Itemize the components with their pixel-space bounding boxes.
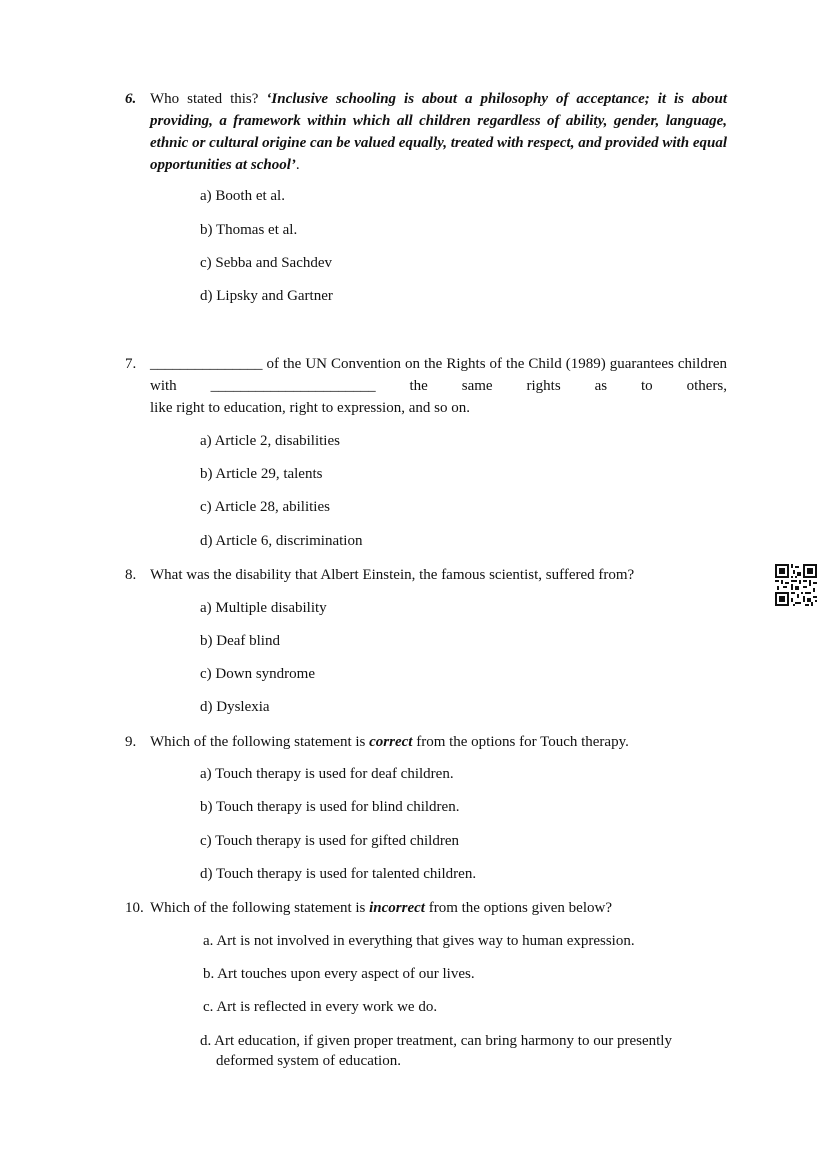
question-number: 6. [125, 91, 137, 107]
option-a: a) Touch therapy is used for deaf children. [200, 766, 454, 782]
question-stem-continued: like right to education, right to expression, and so on. [150, 400, 470, 416]
question-10 [125, 897, 727, 919]
option-b: b) Deaf blind [200, 633, 280, 649]
emphasis-word: incorrect [369, 900, 425, 916]
qr-code-icon [775, 564, 817, 606]
option-c: c) Touch therapy is used for gifted children [200, 833, 460, 849]
question-stem: _______________ of the UN Convention on the Rights of the Child (1989) guarantees children with ______________________ the same rights as to others, [150, 356, 727, 394]
option-b: b. Art touches upon every aspect of our lives. [203, 966, 475, 982]
option-c: c) Article 28, abilities [200, 499, 330, 515]
option-d: d) Dyslexia [200, 699, 270, 715]
question-number: 9. [125, 734, 137, 750]
question-9 [125, 731, 727, 753]
question-6 [125, 88, 727, 176]
question-7 [125, 353, 727, 419]
option-d: d) Lipsky and Gartner [200, 288, 333, 304]
question-8 [125, 564, 727, 586]
option-a: a) Multiple disability [200, 600, 327, 616]
option-b: b) Touch therapy is used for blind children. [200, 799, 460, 815]
question-stem: Which of the following statement is correct from the options for Touch therapy. [150, 734, 629, 750]
option-c: c. Art is reflected in every work we do. [203, 999, 438, 1015]
option-a: a) Booth et al. [200, 188, 285, 204]
quoted-statement: ‘Inclusive schooling is about a philosophy of acceptance; it is about providing, a framework within which all children regardless of ability, gender, language, ethnic or cultural origine can be valued equally, treated with respect, and provided with equal opportunities at school’ [150, 91, 727, 173]
option-d: d. Art education, if given proper treatment, can bring harmony to our presently deformed system of education. [200, 1033, 672, 1069]
question-number: 8. [125, 567, 137, 583]
option-d: d) Article 6, discrimination [200, 533, 363, 549]
option-a: a. Art is not involved in everything that gives way to human expression. [203, 933, 635, 949]
question-number: 10. [125, 900, 144, 916]
option-c: c) Down syndrome [200, 666, 315, 682]
option-d: d) Touch therapy is used for talented children. [200, 866, 477, 882]
question-stem: What was the disability that Albert Einstein, the famous scientist, suffered from? [150, 567, 635, 583]
option-b: b) Article 29, talents [200, 466, 323, 482]
question-stem: Who stated this? ‘Inclusive schooling is about a philosophy of acceptance; it is about providing, a framework within which all children regardless of ability, gender, language, ethnic or cultural origine can be valued equally, treated with respect, and provided with equal opportunities at school’. [150, 91, 727, 173]
option-a: a) Article 2, disabilities [200, 433, 340, 449]
question-stem: Which of the following statement is incorrect from the options given below? [150, 900, 612, 916]
option-b: b) Thomas et al. [200, 222, 298, 238]
emphasis-word: correct [369, 734, 413, 750]
option-c: c) Sebba and Sachdev [200, 255, 333, 271]
question-number: 7. [125, 356, 137, 372]
